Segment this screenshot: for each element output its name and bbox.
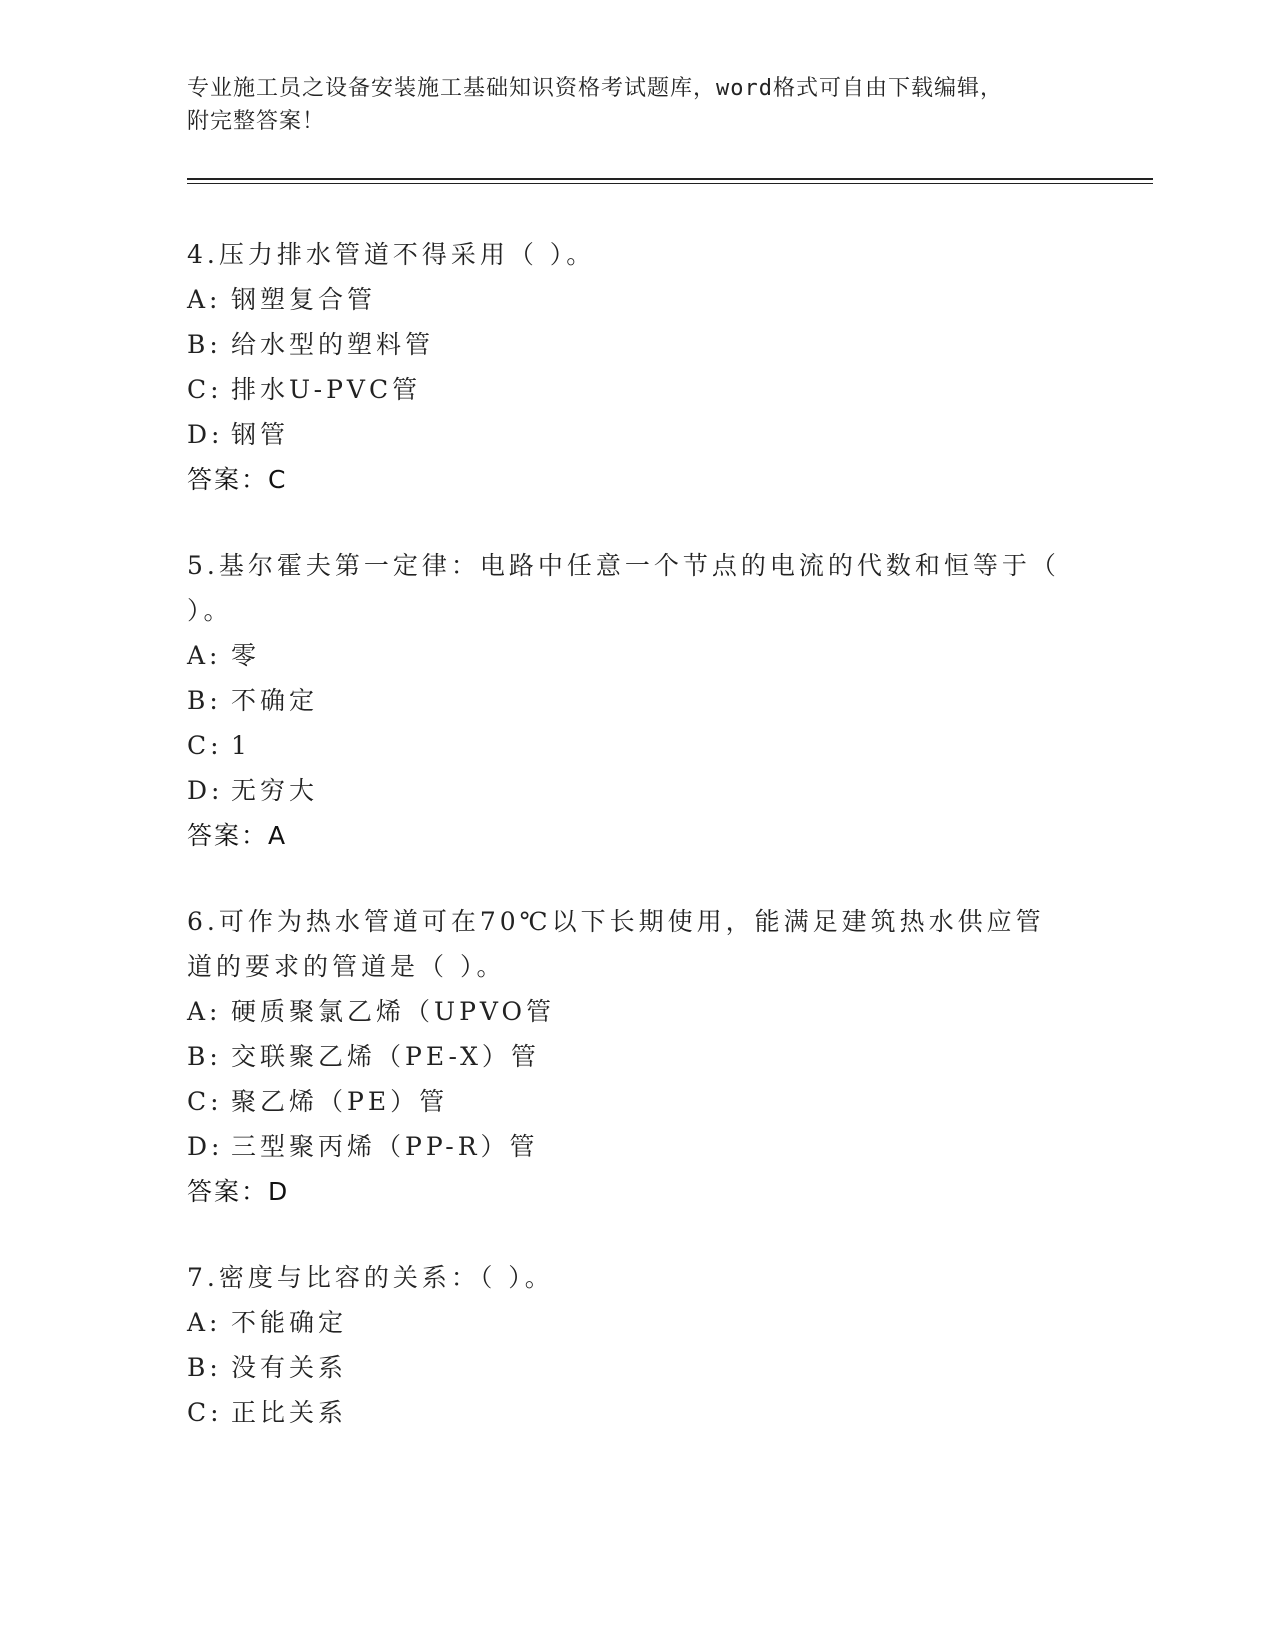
option-key: D: [187, 1132, 224, 1161]
option-text: 不确定 [231, 686, 319, 715]
option-key: A: [187, 997, 222, 1026]
option-d [187, 412, 1067, 457]
document-header [187, 72, 1087, 138]
option-key: B: [187, 330, 222, 359]
option-text: 排水U-PVC管 [231, 375, 422, 404]
option-a [187, 1300, 1067, 1345]
header-line-1: 专业施工员之设备安装施工基础知识资格考试题库，word格式可自由下载编辑， [187, 76, 1003, 101]
answer-line: 答案：A [187, 821, 288, 850]
option-d [187, 768, 1067, 813]
option-key: B: [187, 1042, 222, 1071]
option-text: 硬质聚氯乙烯（UPVO管 [231, 997, 556, 1026]
option-text: 正比关系 [231, 1398, 348, 1427]
option-b [187, 678, 1067, 723]
option-b [187, 322, 1067, 367]
question-6 [187, 899, 1067, 1214]
option-text: 聚乙烯（PE）管 [231, 1087, 449, 1116]
option-text: 零 [231, 641, 261, 670]
answer-line: 答案：C [187, 465, 288, 494]
option-c [187, 367, 1067, 412]
answer-line: 答案：D [187, 1177, 290, 1206]
header-divider-thin [187, 183, 1153, 184]
option-text: 无穷大 [231, 776, 319, 805]
question-stem: 7.密度与比容的关系：（ ）。 [187, 1263, 554, 1292]
option-text: 不能确定 [231, 1308, 348, 1337]
question-5 [187, 543, 1067, 858]
option-key: C: [187, 731, 223, 760]
question-4 [187, 232, 1067, 502]
option-key: B: [187, 1353, 222, 1382]
question-list [187, 232, 1067, 1476]
option-text: 没有关系 [231, 1353, 348, 1382]
option-text: 1 [231, 731, 251, 760]
option-key: C: [187, 1087, 223, 1116]
option-c [187, 1390, 1067, 1435]
option-text: 交联聚乙烯（PE-X）管 [231, 1042, 540, 1071]
option-key: B: [187, 686, 222, 715]
option-key: A: [187, 285, 222, 314]
option-b [187, 1345, 1067, 1390]
option-key: A: [187, 1308, 222, 1337]
option-key: C: [187, 1398, 223, 1427]
option-text: 钢塑复合管 [231, 285, 377, 314]
option-key: D: [187, 776, 224, 805]
option-a [187, 633, 1067, 678]
option-a [187, 277, 1067, 322]
header-line-2: 附完整答案！ [187, 109, 326, 134]
question-stem: 6.可作为热水管道可在70℃以下长期使用，能满足建筑热水供应管道的要求的管道是（ ）。 [187, 907, 1045, 981]
question-stem: 5.基尔霍夫第一定律：电路中任意一个节点的电流的代数和恒等于（ ）。 [187, 551, 1060, 625]
option-text: 给水型的塑料管 [231, 330, 435, 359]
option-b [187, 1034, 1067, 1079]
option-c [187, 723, 1067, 768]
option-text: 三型聚丙烯（PP-R）管 [231, 1132, 539, 1161]
question-stem: 4.压力排水管道不得采用（ ）。 [187, 240, 596, 269]
option-d [187, 1124, 1067, 1169]
option-key: C: [187, 375, 223, 404]
header-divider-thick [187, 178, 1153, 180]
option-key: D: [187, 420, 224, 449]
option-key: A: [187, 641, 222, 670]
option-text: 钢管 [231, 420, 290, 449]
option-a [187, 989, 1067, 1034]
option-c [187, 1079, 1067, 1124]
question-7 [187, 1255, 1067, 1435]
